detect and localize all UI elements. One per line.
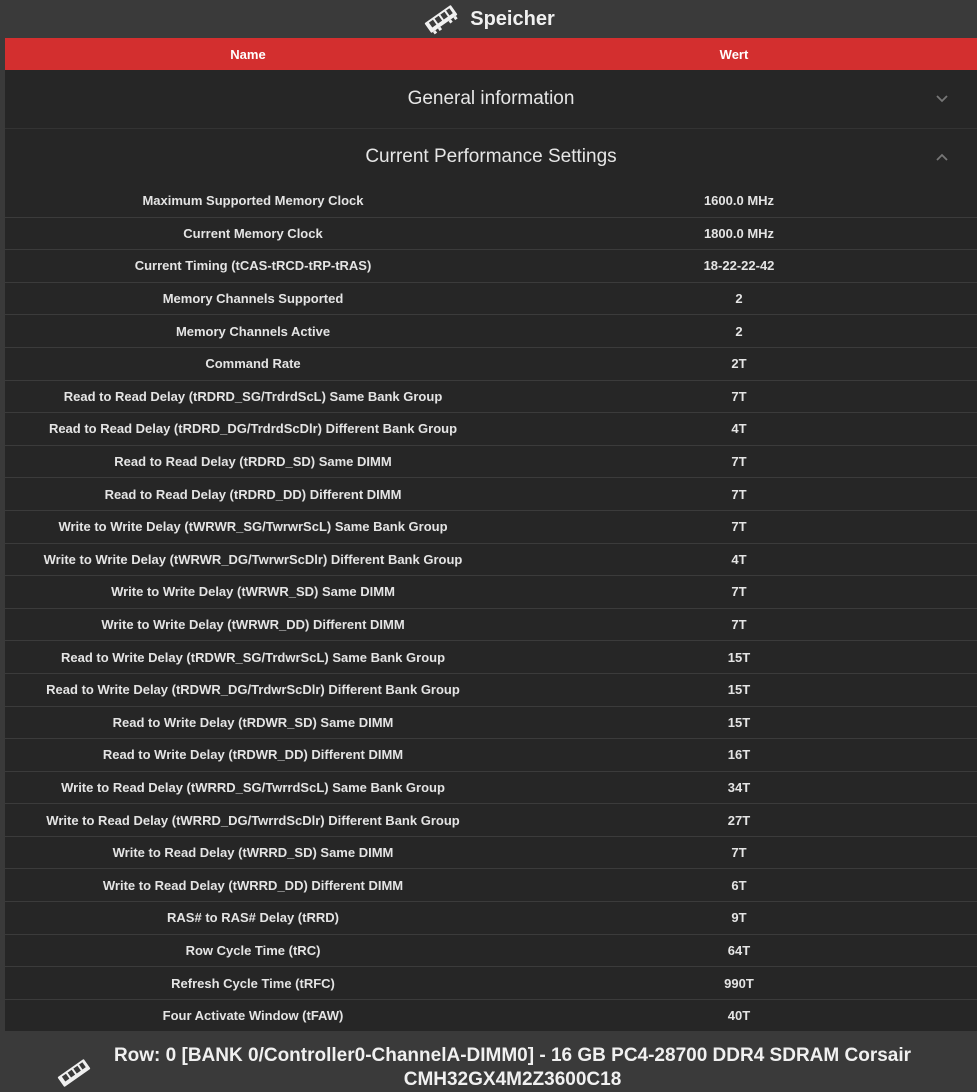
row-name: Maximum Supported Memory Clock: [142, 192, 364, 208]
row-value: 18-22-22-42: [703, 258, 775, 274]
table-row[interactable]: [5, 836, 977, 869]
table-row[interactable]: [5, 966, 977, 999]
table-row[interactable]: [5, 477, 977, 510]
row-value: 4T: [731, 421, 747, 437]
row-value: 1800.0 MHz: [703, 225, 775, 241]
row-value: 40T: [727, 1008, 751, 1024]
group-performance-toggle[interactable]: [5, 129, 977, 184]
row-name: Read to Read Delay (tRDRD_DG/TrdrdScDlr) Different Bank Group: [48, 421, 458, 437]
row-name: Write to Read Delay (tWRRD_SG/TwrrdScL) Same Bank Group: [61, 779, 445, 795]
row-name: Write to Read Delay (tWRRD_DG/TwrrdScDlr) Different Bank Group: [46, 812, 460, 828]
performance-rows: [5, 184, 977, 1031]
table-row[interactable]: [5, 901, 977, 934]
row-value: 7T: [731, 519, 747, 535]
row-value: 15T: [727, 682, 751, 698]
table-row[interactable]: [5, 380, 977, 413]
group-general-toggle[interactable]: [5, 70, 977, 129]
table-row[interactable]: [5, 999, 977, 1032]
memory-row-title: Row: 0 [BANK 0/Controller0-ChannelA-DIMM0] - 16 GB PC4-28700 DDR4 SDRAM Corsair CMH32GX4M2Z3600C18: [113, 1045, 912, 1090]
group-performance-settings: [5, 129, 977, 1031]
row-value: 34T: [727, 779, 751, 795]
row-value: 4T: [731, 551, 747, 567]
row-name: Four Activate Window (tFAW): [162, 1008, 344, 1024]
row-name: Current Timing (tCAS-tRCD-tRP-tRAS): [134, 258, 372, 274]
row-value: 7T: [731, 845, 747, 861]
row-value: 27T: [727, 812, 751, 828]
row-name: Read to Read Delay (tRDRD_DD) Different DIMM: [104, 486, 402, 502]
row-value: 64T: [727, 942, 751, 958]
table-row[interactable]: [5, 934, 977, 967]
row-name: Memory Channels Active: [175, 323, 331, 339]
row-value: 9T: [731, 910, 747, 926]
ram-module-icon: [422, 4, 460, 34]
section-title: Speicher: [470, 7, 555, 30]
row-name: Row Cycle Time (tRC): [185, 942, 321, 958]
row-name: Write to Read Delay (tWRRD_SD) Same DIMM: [112, 845, 394, 861]
row-value: 990T: [724, 975, 754, 991]
table-row[interactable]: [5, 868, 977, 901]
table-row[interactable]: [5, 184, 977, 217]
column-value-header[interactable]: Wert: [719, 46, 749, 62]
row-value: 2: [735, 323, 743, 339]
group-general-information: [5, 70, 977, 129]
row-name: Write to Write Delay (tWRWR_DD) Different DIMM: [101, 617, 405, 633]
ram-module-icon: [55, 1058, 93, 1088]
table-row[interactable]: [5, 640, 977, 673]
row-name: Write to Write Delay (tWRWR_SD) Same DIMM: [111, 584, 395, 600]
table-row[interactable]: [5, 771, 977, 804]
group-performance-title: Current Performance Settings: [365, 145, 617, 167]
row-value: 7T: [731, 617, 747, 633]
memory-table: [5, 38, 977, 1031]
row-name: Current Memory Clock: [183, 225, 323, 241]
table-row[interactable]: [5, 347, 977, 380]
row-name: Read to Read Delay (tRDRD_SG/TrdrdScL) Same Bank Group: [63, 388, 443, 404]
table-row[interactable]: [5, 282, 977, 315]
row-name: Command Rate: [205, 356, 301, 372]
chevron-up-icon[interactable]: [935, 152, 949, 162]
row-name: RAS# to RAS# Delay (tRRD): [167, 910, 339, 926]
row-value: 2: [735, 291, 743, 307]
table-row[interactable]: [5, 314, 977, 347]
chevron-down-icon[interactable]: [935, 94, 949, 104]
table-row[interactable]: [5, 249, 977, 282]
row-value: 7T: [731, 584, 747, 600]
table-row[interactable]: [5, 673, 977, 706]
table-row[interactable]: [5, 608, 977, 641]
table-row[interactable]: [5, 543, 977, 576]
row-name: Write to Write Delay (tWRWR_SG/TwrwrScL) Same Bank Group: [58, 519, 448, 535]
row-name: Read to Write Delay (tRDWR_SD) Same DIMM: [112, 714, 394, 730]
table-row[interactable]: [5, 575, 977, 608]
table-row[interactable]: [5, 217, 977, 250]
row-value: 6T: [731, 877, 747, 893]
memory-section-header: [0, 0, 977, 38]
row-value: 7T: [731, 454, 747, 470]
group-general-title: General information: [407, 88, 575, 109]
row-name: Write to Write Delay (tWRWR_DG/TwrwrScDlr) Different Bank Group: [43, 551, 463, 567]
row-value: 15T: [727, 649, 751, 665]
table-row[interactable]: [5, 445, 977, 478]
row-name: Write to Read Delay (tWRRD_DD) Different DIMM: [102, 877, 404, 893]
row-value: 15T: [727, 714, 751, 730]
row-value: 2T: [731, 356, 747, 372]
row-name: Read to Write Delay (tRDWR_SG/TrdwrScL) Same Bank Group: [60, 649, 446, 665]
table-row[interactable]: [5, 510, 977, 543]
table-row[interactable]: [5, 803, 977, 836]
row-value: 7T: [731, 388, 747, 404]
row-value: 7T: [731, 486, 747, 502]
row-name: Read to Write Delay (tRDWR_DG/TrdwrScDlr) Different Bank Group: [46, 682, 460, 698]
row-name: Refresh Cycle Time (tRFC): [171, 975, 335, 991]
row-name: Read to Write Delay (tRDWR_DD) Different DIMM: [102, 747, 404, 763]
row-value: 16T: [727, 747, 751, 763]
row-name: Memory Channels Supported: [162, 291, 344, 307]
table-row[interactable]: [5, 412, 977, 445]
table-row[interactable]: [5, 706, 977, 739]
column-name-header[interactable]: Name: [230, 46, 266, 62]
row-value: 1600.0 MHz: [703, 192, 775, 208]
row-name: Read to Read Delay (tRDRD_SD) Same DIMM: [114, 454, 392, 470]
table-row[interactable]: [5, 738, 977, 771]
memory-row-header: [0, 1034, 977, 1090]
table-column-header: [5, 38, 977, 70]
